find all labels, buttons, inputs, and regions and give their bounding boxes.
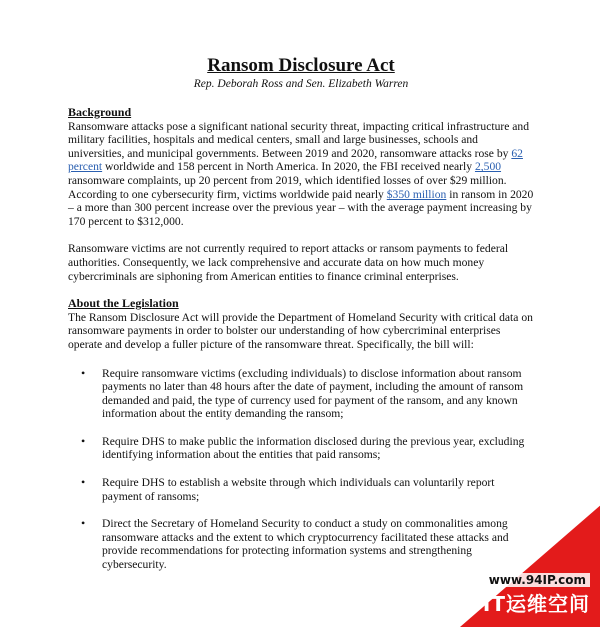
bullet-icon: •	[81, 365, 86, 380]
link-350-million[interactable]: $350 million	[386, 187, 447, 201]
bullet-text: Require ransomware victims (excluding individuals) to disclose information about ransom payments no later than 48 hours after the date of payment, including the amount of ransom demanded and paid, the type of currency used for payment of the ransom, and any known information about the entity demanding the ransom;	[102, 366, 524, 421]
document-subtitle: Rep. Deborah Ross and Sen. Elizabeth Warren	[193, 78, 409, 90]
background-text-3: ransomware complaints, up 20 percent from 2019, which identified losses of over $29 million. According to one cybersecurity firm, victims worldwide paid nearly	[68, 173, 507, 201]
background-heading: Background	[68, 105, 132, 119]
bullet-icon: •	[81, 475, 86, 490]
legislation-intro: The Ransom Disclosure Act will provide the Department of Homeland Security with critical data on ransomware payments in order to bolster our understanding of how cybercriminal enterprises operate and develop a fuller picture of the ransomware threat. Specifically, the bill will:	[68, 310, 533, 351]
background-text-4: in ransom in 2020 – a more than 300 percent increase over the previous year – with the average payment increasing by 170 percent to $312,000.	[68, 187, 534, 228]
background-paragraph-2: Ransomware victims are not currently required to report attacks or ransom payments to federal authorities. Consequently, we lack comprehensive and accurate data on how much money cybercriminals are siphoning from American entities to finance criminal enterprises.	[68, 242, 509, 283]
document-page	[68, 54, 534, 586]
background-text-1: Ransomware attacks pose a significant national security threat, impacting critical infrastructure and military facilities, hospitals and medical centers, small and large businesses, schools and universities, and municipal governments. Between 2019 and 2020, ransomware attacks rose by	[68, 119, 530, 160]
watermark-logo: IT运维空间	[482, 592, 590, 616]
list-item	[68, 367, 534, 421]
list-item	[68, 435, 534, 462]
background-paragraph-1	[68, 120, 534, 229]
link-2500[interactable]: 2,500	[474, 160, 502, 174]
bullet-icon: •	[81, 516, 86, 531]
link-62-percent[interactable]: 62 percent	[68, 146, 523, 174]
legislation-bullet-list	[68, 367, 534, 572]
watermark-url: www.94IP.com	[485, 573, 590, 587]
list-item	[68, 476, 534, 503]
bullet-text: Direct the Secretary of Homeland Security to conduct a study on commonalities among ransomware attacks and the extent to which cryptocurrency facilitated these attacks and provide recommendations for protecting information systems and strengthening cybersecurity.	[102, 517, 509, 572]
list-item	[68, 517, 534, 571]
bullet-icon: •	[81, 433, 86, 448]
legislation-heading: About the Legislation	[68, 296, 179, 311]
document-title: Ransom Disclosure Act	[207, 55, 395, 76]
bullet-text: Require DHS to establish a website through which individuals can voluntarily report payment of ransoms;	[102, 476, 495, 503]
background-text-2: worldwide and 158 percent in North America. In 2020, the FBI received nearly	[102, 160, 475, 174]
bullet-text: Require DHS to make public the information disclosed during the previous year, excluding identifying information about the entities that paid ransoms;	[102, 434, 525, 462]
